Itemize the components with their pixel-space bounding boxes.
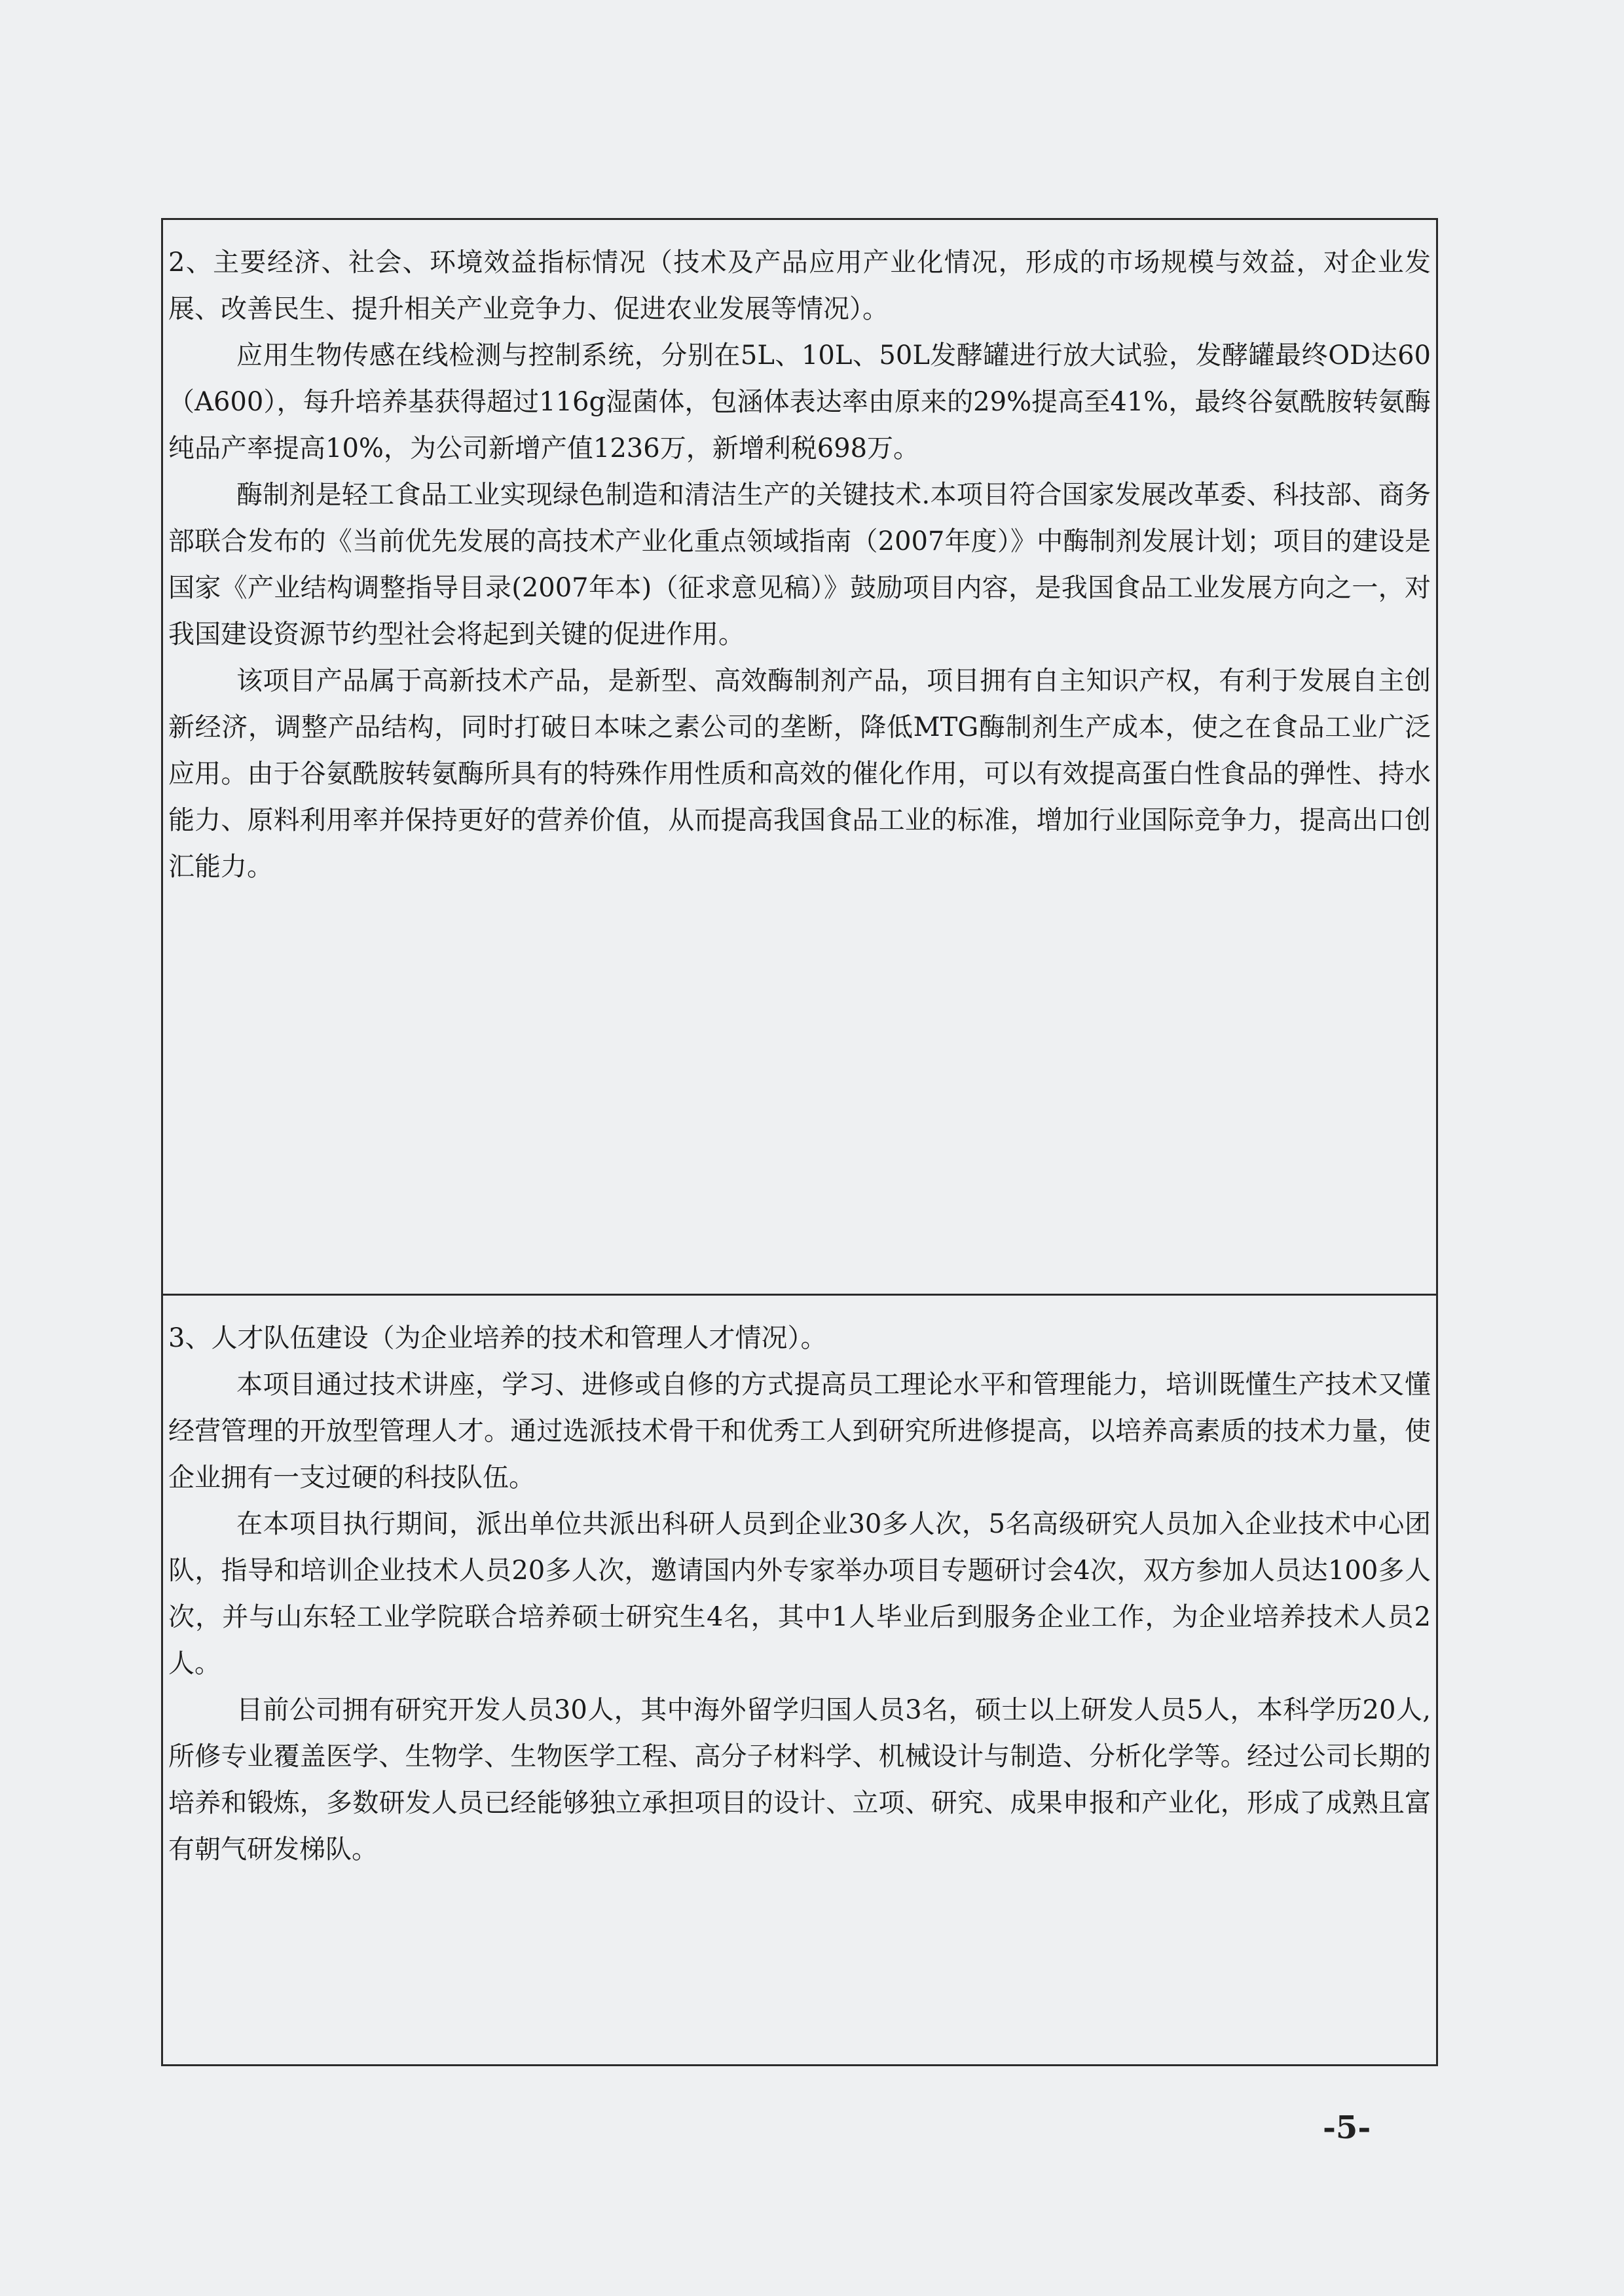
paragraph: 在本项目执行期间，派出单位共派出科研人员到企业30多人次，5名高级研究人员加入企业技术中心团队，指导和培训企业技术人员20多人次，邀请国内外专家举办项目专题研讨会4次，双方参加人员达100多人次，并与山东轻工业学院联合培养硕士研究生4名，其中1人毕业后到服务企业工作，为企业培养技术人员2人。 — [168, 1509, 1431, 1679]
section-heading: 3、人才队伍建设（为企业培养的技术和管理人才情况）。 — [168, 1323, 827, 1353]
page-number: -5- — [1323, 2109, 1371, 2146]
paragraph: 本项目通过技术讲座，学习、进修或自修的方式提高员工理论水平和管理能力，培训既懂生产技术又懂经营管理的开放型管理人才。通过选派技术骨干和优秀工人到研究所进修提高，以培养高素质的技术力量，使企业拥有一支过硬的科技队伍。 — [168, 1370, 1431, 1493]
paragraph: 酶制剂是轻工食品工业实现绿色制造和清洁生产的关键技术.本项目符合国家发展改革委、科技部、商务部联合发布的《当前优先发展的高技术产业化重点领域指南（2007年度）》中酶制剂发展计划；项目的建设是国家《产业结构调整指导目录(2007年本)（征求意见稿）》鼓励项目内容，是我国食品工业发展方向之一，对我国建设资源节约型社会将起到关键的促进作用。 — [168, 480, 1431, 649]
section-heading: 2、主要经济、社会、环境效益指标情况（技术及产品应用产业化情况，形成的市场规模与效益，对企业发展、改善民生、提升相关产业竞争力、促进农业发展等情况）。 — [168, 247, 1431, 324]
section-economic-benefits — [163, 220, 1436, 1294]
section-talent-team — [163, 1294, 1436, 2064]
paragraph: 应用生物传感在线检测与控制系统，分别在5L、10L、50L发酵罐进行放大试验，发酵罐最终OD达60（A600），每升培养基获得超过116g湿菌体，包涵体表达率由原来的29%提高至41%，最终谷氨酰胺转氨酶纯品产率提高10%，为公司新增产值1236万，新增利税698万。 — [168, 340, 1431, 464]
report-table — [161, 218, 1438, 2066]
paragraph: 该项目产品属于高新技术产品，是新型、高效酶制剂产品，项目拥有自主知识产权，有利于发展自主创新经济，调整产品结构，同时打破日本味之素公司的垄断，降低MTG酶制剂生产成本，使之在食品工业广泛应用。由于谷氨酰胺转氨酶所具有的特殊作用性质和高效的催化作用，可以有效提高蛋白性食品的弹性、持水能力、原料利用率并保持更好的营养价值，从而提高我国食品工业的标准，增加行业国际竞争力，提高出口创汇能力。 — [168, 666, 1431, 882]
paragraph: 目前公司拥有研究开发人员30人，其中海外留学归国人员3名，硕士以上研发人员5人，本科学历20人,所修专业覆盖医学、生物学、生物医学工程、高分子材料学、机械设计与制造、分析化学等。经过公司长期的培养和锻炼，多数研发人员已经能够独立承担项目的设计、立项、研究、成果申报和产业化，形成了成熟且富有朝气研发梯队。 — [168, 1695, 1431, 1865]
